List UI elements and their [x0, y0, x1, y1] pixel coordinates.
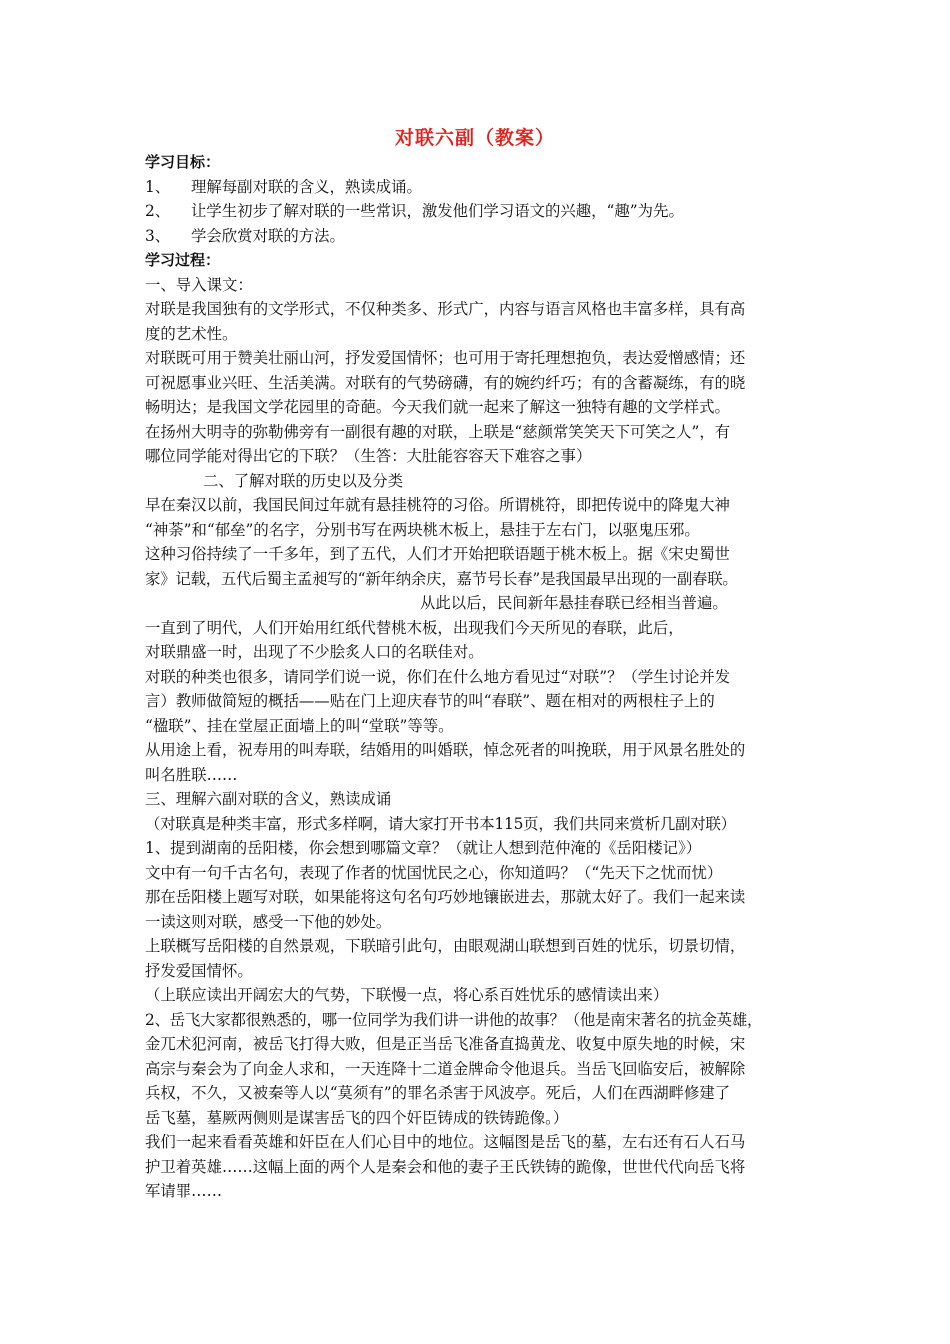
document-title: 对联六副（教案）: [394, 127, 555, 149]
body-line: （对联真是种类丰富，形式多样啊，请大家打开书本115页，我们共同来赏析几副对联）: [145, 814, 736, 833]
body-line: 那在岳阳楼上题写对联，如果能将这句名句巧妙地镶嵌进去，那就太好了。我们一起来读: [145, 888, 746, 906]
body-line: 2、岳飞大家都很熟悉的，哪一位同学为我们讲一讲他的故事？（他是南宋著名的抗金英雄，: [145, 1010, 763, 1029]
body-line: 对联是我国独有的文学形式，不仅种类多、形式广，内容与语言风格也丰富多样，具有高: [145, 300, 746, 318]
body-line: “神荼”和“郁垒”的名字，分别书写在两块桃木板上，悬挂于左右门，以驱鬼压邪。: [145, 520, 700, 539]
body-line: 对联的种类也很多，请同学们说一说，你们在什么地方看见过“对联”？（学生讨论并发: [145, 667, 731, 686]
body-line: 叫名胜联……: [145, 765, 238, 784]
section-heading-goals: 学习目标：: [145, 153, 221, 171]
body-line: 这种习俗持续了一千多年，到了五代，人们才开始把联语题于桃木板上。据《宋史蜀世: [145, 545, 730, 563]
body-line: 言）教师做简短的概括——贴在门上迎庆春节的叫“春联”、题在相对的两根柱子上的: [145, 692, 715, 710]
body-line: 文中有一句千古名句，表现了作者的忧国忧民之心，你知道吗？（“先天下之忧而忧）: [145, 863, 723, 882]
section-heading-couplets: 三、理解六副对联的含义，熟读成诵: [145, 790, 392, 808]
body-line: 一读这则对联，感受一下他的妙处。: [145, 912, 392, 931]
body-line: 对联鼎盛一时，出现了不少脍炙人口的名联佳对。: [145, 643, 484, 661]
body-line: 家》记载，五代后蜀主孟昶写的“新年纳余庆，嘉节号长春”是我国最早出现的一副春联。: [145, 569, 738, 588]
goal-item: [145, 199, 835, 224]
body-line: 哪位同学能对得出它的下联？（生答：大肚能容容天下难容之事）: [145, 447, 592, 465]
goal-item: [145, 175, 835, 200]
body-line: 上联概写岳阳楼的自然景观，下联暗引此句，由眼观湖山联想到百姓的忧乐，切景切情，: [145, 937, 746, 955]
body-line: 在扬州大明寺的弥勒佛旁有一副很有趣的对联，上联是“慈颜常笑笑天下可笑之人”，有: [145, 422, 731, 441]
body-line: （上联应读出开阔宏大的气势，下联慢一点，将心系百姓忧乐的感情读出来）: [145, 986, 669, 1004]
goal-text: 理解每副对联的含义，熟读成诵。: [191, 177, 422, 196]
document-body: [145, 150, 835, 1204]
body-line: 护卫着英雄……这幅上面的两个人是秦会和他的妻子王氏铁铸的跪像，世世代代向岳飞将: [145, 1157, 746, 1176]
body-line: 一、导入课文：: [145, 275, 253, 294]
body-line: 一直到了明代，人们开始用红纸代替桃木板，出现我们今天所见的春联，此后，: [145, 618, 684, 637]
body-line: 高宗与秦会为了向金人求和，一天连降十二道金牌命令他退兵。当岳飞回临安后，被解除: [145, 1059, 746, 1078]
goal-text: 学会欣赏对联的方法。: [191, 226, 345, 245]
body-line: “楹联”、挂在堂屋正面墙上的叫“堂联”等等。: [145, 716, 454, 735]
body-line: 1、提到湖南的岳阳楼，你会想到哪篇文章？（就让人想到范仲淹的《岳阳楼记》）: [145, 839, 702, 857]
goal-number: 3、: [145, 226, 171, 245]
body-line: 对联既可用于赞美壮丽山河，抒发爱国情怀；也可用于寄托理想抱负，表达爱憎感情；还: [145, 349, 746, 367]
body-line: 早在秦汉以前，我国民间过年就有悬挂桃符的习俗。所谓桃符，即把传说中的降鬼大神: [145, 496, 730, 514]
body-line: 军请罪……: [145, 1182, 222, 1200]
body-line: 从用途上看，祝寿用的叫寿联，结婚用的叫婚联，悼念死者的叫挽联，用于风景名胜处的: [145, 741, 746, 759]
goal-number: 2、: [145, 202, 171, 220]
body-line: 兵权，不久，又被秦等人以“莫须有”的罪名杀害于风波亭。死后，人们在西湖畔修建了: [145, 1084, 731, 1102]
goal-text: 让学生初步了解对联的一些常识，激发他们学习语文的兴趣，“趣”为先。: [191, 202, 684, 220]
body-line: 金兀术犯河南，被岳飞打得大败，但是正当岳飞准备直捣黄龙、收复中原失地的时候，宋: [145, 1035, 746, 1053]
body-line: 抒发爱国情怀。: [145, 961, 253, 980]
body-line: 岳飞墓，墓厥两侧则是谋害岳飞的四个奸臣铸成的铁铸跪像。）: [145, 1108, 569, 1127]
goal-item: [145, 224, 835, 249]
body-line: 度的艺术性。: [145, 324, 238, 343]
body-line: 可祝愿事业兴旺、生活美满。对联有的气势磅礴，有的婉约纤巧；有的含蓄凝练，有的晓: [145, 373, 746, 392]
body-line: 我们一起来看看英雄和奸臣在人们心目中的地位。这幅图是岳飞的墓，左右还有石人石马: [145, 1133, 746, 1151]
body-line: 从此以后，民间新年悬挂春联已经相当普遍。: [420, 594, 728, 612]
goal-number: 1、: [145, 177, 171, 196]
section-heading-process: 学习过程：: [145, 251, 221, 269]
body-line: 畅明达；是我国文学花园里的奇葩。今天我们就一起来了解这一独特有趣的文学样式。: [145, 398, 730, 416]
section-heading-history: 二、了解对联的历史以及分类: [203, 471, 404, 490]
